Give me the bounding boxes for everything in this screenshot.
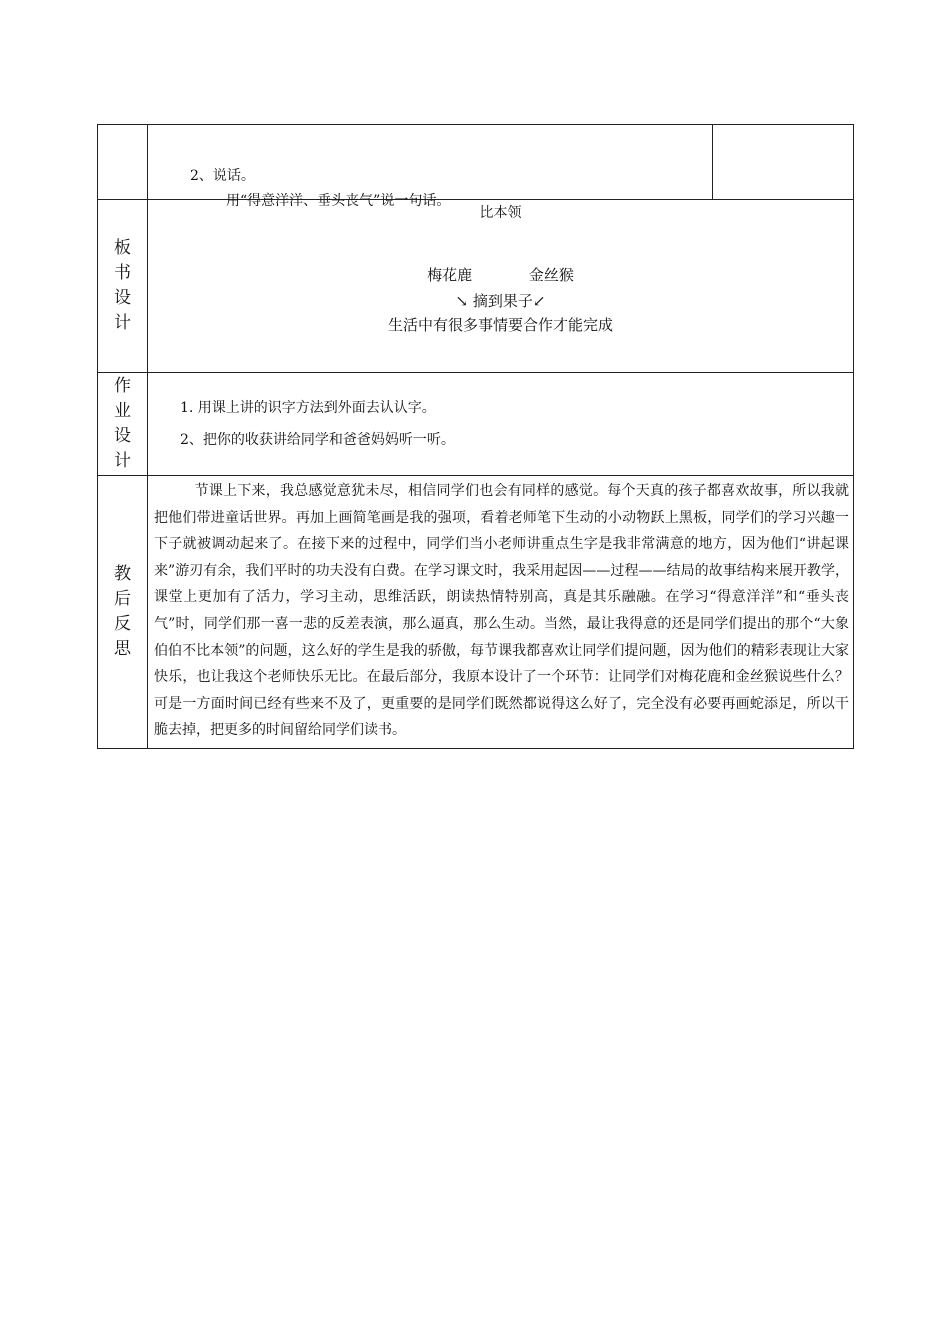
table-row [98, 125, 854, 200]
lesson-plan-table [97, 124, 854, 749]
homework-item-1: 1. 用课上讲的识字方法到外面去认认字。 [180, 400, 436, 416]
board-design-label: 板 书 设 计 [98, 200, 148, 373]
reflection-text: 节课上下来，我总感觉意犹未尽，相信同学们也会有同样的感觉。每个天真的孩子都喜欢故事，所以我就把他们带进童话世界。再加上画简笔画是我的强项，看着老师笔下生动的小动物跃上黑板，同学们的学习兴趣一下子就被调动起来了。在接下来的过程中，同学们当小老师讲重点生字是我非常满意的地方，因为他们“讲起课来”游刃有余，我们平时的功夫没有白费。在学习课文时，我采用起因——过程——结局的故事结构来展开教学，课堂上更加有了活力，学习主动，思维活跃，朗读热情特别高，真是其乐融融。在学习“得意洋洋”和“垂头丧气”时，同学们那一喜一悲的反差表演，那么逼真，那么生动。当然，最让我得意的还是同学们提出的那个“大象伯伯不比本领”的问题，这么好的学生是我的骄傲，每节课我都喜欢让同学们提问题，因为他们的精彩表现让大家快乐，也让我这个老师快乐无比。在最后部分，我原本设计了一个环节：让同学们对梅花鹿和金丝猴说些什么？可是一方面时间已经有些来不及了，更重要的是同学们既然都说得这么好了，完全没有必要再画蛇添足，所以干脆去掉，把更多的时间留给同学们读书。 [148, 476, 854, 749]
speaking-task: 用“得意洋洋、垂头丧气”说一句话。 [226, 193, 451, 209]
board-left-animal: 梅花鹿 [427, 266, 473, 284]
table-row [98, 476, 854, 749]
board-right-animal: 金丝猴 [528, 266, 574, 284]
table-row [98, 373, 854, 476]
board-conclusion: 生活中有很多事情要合作才能完成 [387, 316, 613, 334]
board-middle: ↘ 摘到果子↙ [455, 292, 546, 310]
empty-right-cell [713, 125, 854, 200]
reflection-label: 教 后 反 思 [98, 476, 148, 749]
speaking-cell [148, 125, 713, 209]
table-row [98, 200, 854, 373]
homework-label: 作 业 设 计 [98, 373, 148, 476]
empty-label-cell [98, 125, 148, 200]
speaking-heading: 2、说话。 [190, 168, 255, 184]
homework-cell [148, 373, 854, 476]
board-design-cell [148, 200, 854, 373]
board-animals [148, 264, 853, 285]
board-title: 比本领 [479, 205, 522, 221]
homework-item-2: 2、把你的收获讲给同学和爸爸妈妈听一听。 [180, 432, 455, 448]
